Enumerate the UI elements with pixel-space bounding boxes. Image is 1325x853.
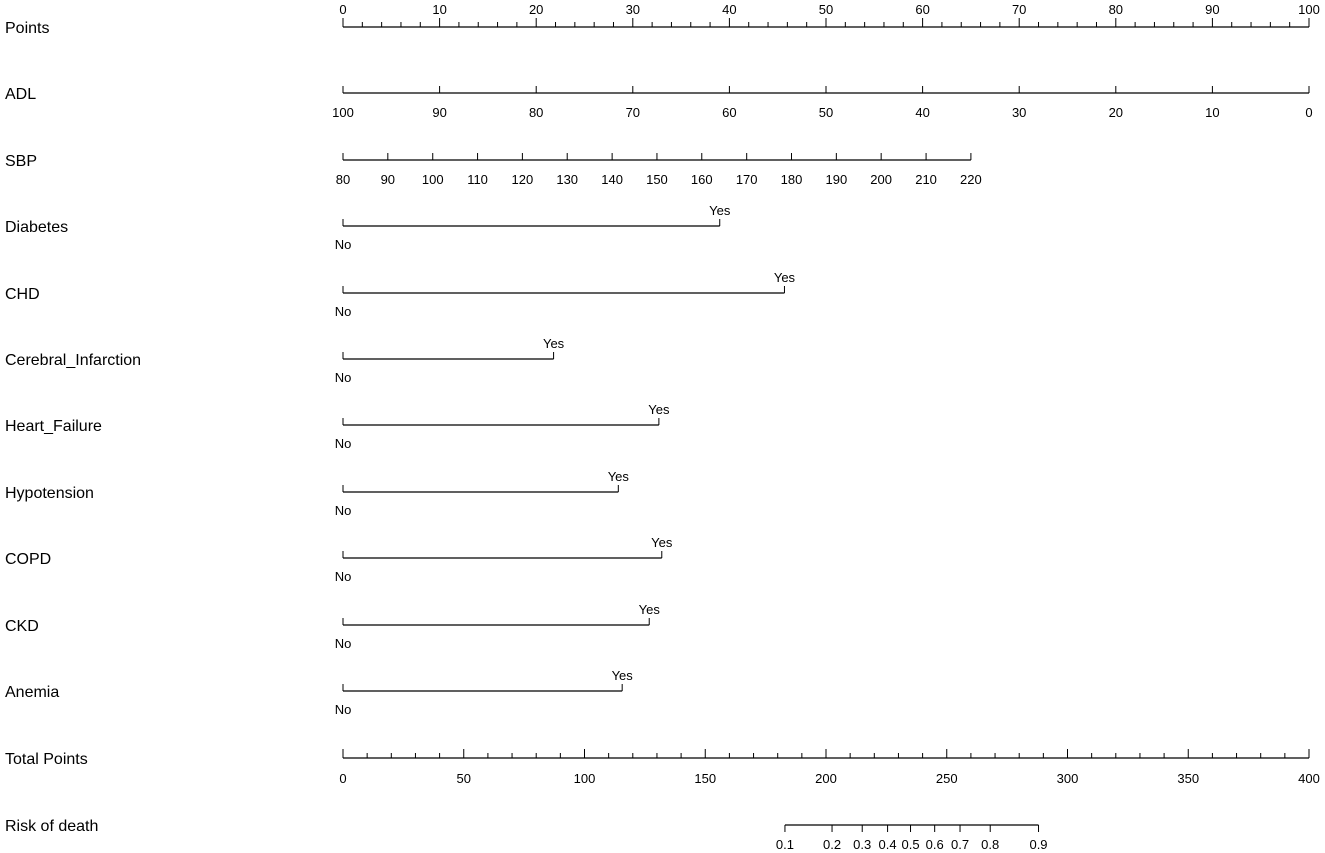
risk-tick-label: 0.8: [981, 837, 1000, 852]
points-tick-label: 80: [1108, 2, 1124, 17]
total-tick-label: 0: [339, 771, 347, 786]
sbp-tick-label: 130: [556, 172, 579, 187]
adl-tick-label: 100: [332, 105, 354, 120]
sbp-tick-label: 170: [735, 172, 758, 187]
adl-tick-label: 30: [1011, 105, 1027, 120]
diabetes-no-label: No: [334, 237, 352, 252]
sbp-tick-label: 220: [960, 172, 982, 187]
points-tick-label: 50: [818, 2, 834, 17]
cerebral-infarction-yes-label: Yes: [542, 336, 565, 351]
row-label: Diabetes: [5, 219, 69, 236]
adl-tick-label: 50: [818, 105, 834, 120]
adl-tick-label: 0: [1305, 105, 1313, 120]
sbp-tick-label: 210: [915, 172, 937, 187]
chd-yes-label: Yes: [773, 270, 796, 285]
sbp-tick-label: 90: [380, 172, 396, 187]
total-tick-label: 400: [1298, 771, 1320, 786]
points-tick-label: 10: [432, 2, 447, 17]
sbp-tick-label: 140: [601, 172, 623, 187]
risk-tick-label: 0.3: [853, 837, 872, 852]
row-label: CHD: [5, 286, 40, 303]
sbp-tick-label: 150: [646, 172, 668, 187]
anemia-yes-label: Yes: [611, 668, 633, 683]
row-label: CKD: [5, 618, 39, 635]
sbp-tick-label: 110: [467, 172, 488, 187]
row-label: Heart_Failure: [5, 418, 102, 435]
row-label: Anemia: [5, 684, 60, 701]
points-tick-label: 100: [1298, 2, 1320, 17]
points-tick-label: 0: [339, 2, 347, 17]
hypotension-yes-label: Yes: [607, 469, 629, 484]
hypotension-no-label: No: [334, 503, 352, 518]
diabetes-yes-label: Yes: [709, 203, 731, 218]
risk-tick-label: 0.7: [950, 837, 970, 852]
points-tick-label: 30: [625, 2, 641, 17]
adl-tick-label: 60: [722, 105, 737, 120]
row-label: Cerebral_Infarction: [5, 352, 142, 369]
sbp-tick-label: 100: [421, 172, 444, 187]
ckd-no-label: No: [334, 636, 352, 651]
row-label: COPD: [5, 551, 52, 568]
total-tick-label: 300: [1056, 771, 1079, 786]
total-tick-label: 100: [573, 771, 596, 786]
row-label: Hypotension: [5, 485, 94, 502]
sbp-tick-label: 160: [690, 172, 713, 187]
points-tick-label: 60: [915, 2, 930, 17]
row-label: Total Points: [5, 751, 88, 768]
points-tick-label: 70: [1011, 2, 1027, 17]
total-tick-label: 250: [935, 771, 958, 786]
chd-no-label: No: [334, 304, 352, 319]
risk-tick-label: 0.6: [925, 837, 944, 852]
anemia-no-label: No: [334, 702, 352, 717]
adl-tick-label: 10: [1205, 105, 1220, 120]
adl-tick-label: 20: [1108, 105, 1124, 120]
sbp-tick-label: 200: [870, 172, 893, 187]
points-tick-label: 20: [528, 2, 544, 17]
cerebral-infarction-no-label: No: [334, 370, 352, 385]
total-tick-label: 150: [694, 771, 717, 786]
row-label: Points: [5, 20, 50, 37]
sbp-tick-label: 190: [825, 172, 848, 187]
risk-tick-label: 0.5: [901, 837, 920, 852]
risk-tick-label: 0.4: [878, 837, 897, 852]
row-label: Risk of death: [5, 818, 99, 835]
row-label: SBP: [5, 153, 38, 170]
adl-tick-label: 90: [432, 105, 447, 120]
risk-tick-label: 0.1: [775, 837, 794, 852]
total-tick-label: 200: [815, 771, 837, 786]
copd-no-label: No: [334, 569, 352, 584]
adl-tick-label: 80: [528, 105, 544, 120]
heart-failure-no-label: No: [334, 436, 352, 451]
total-tick-label: 350: [1177, 771, 1200, 786]
sbp-tick-label: 120: [511, 172, 534, 187]
row-label: ADL: [5, 86, 37, 103]
points-tick-label: 40: [722, 2, 737, 17]
sbp-tick-label: 80: [335, 172, 351, 187]
adl-tick-label: 40: [915, 105, 930, 120]
ckd-yes-label: Yes: [638, 602, 660, 617]
heart-failure-yes-label: Yes: [648, 402, 670, 417]
risk-tick-label: 0.2: [822, 837, 842, 852]
copd-yes-label: Yes: [651, 535, 673, 550]
sbp-tick-label: 180: [780, 172, 803, 187]
risk-tick-label: 0.9: [1029, 837, 1048, 852]
points-tick-label: 90: [1205, 2, 1220, 17]
adl-tick-label: 70: [625, 105, 641, 120]
total-tick-label: 50: [456, 771, 471, 786]
